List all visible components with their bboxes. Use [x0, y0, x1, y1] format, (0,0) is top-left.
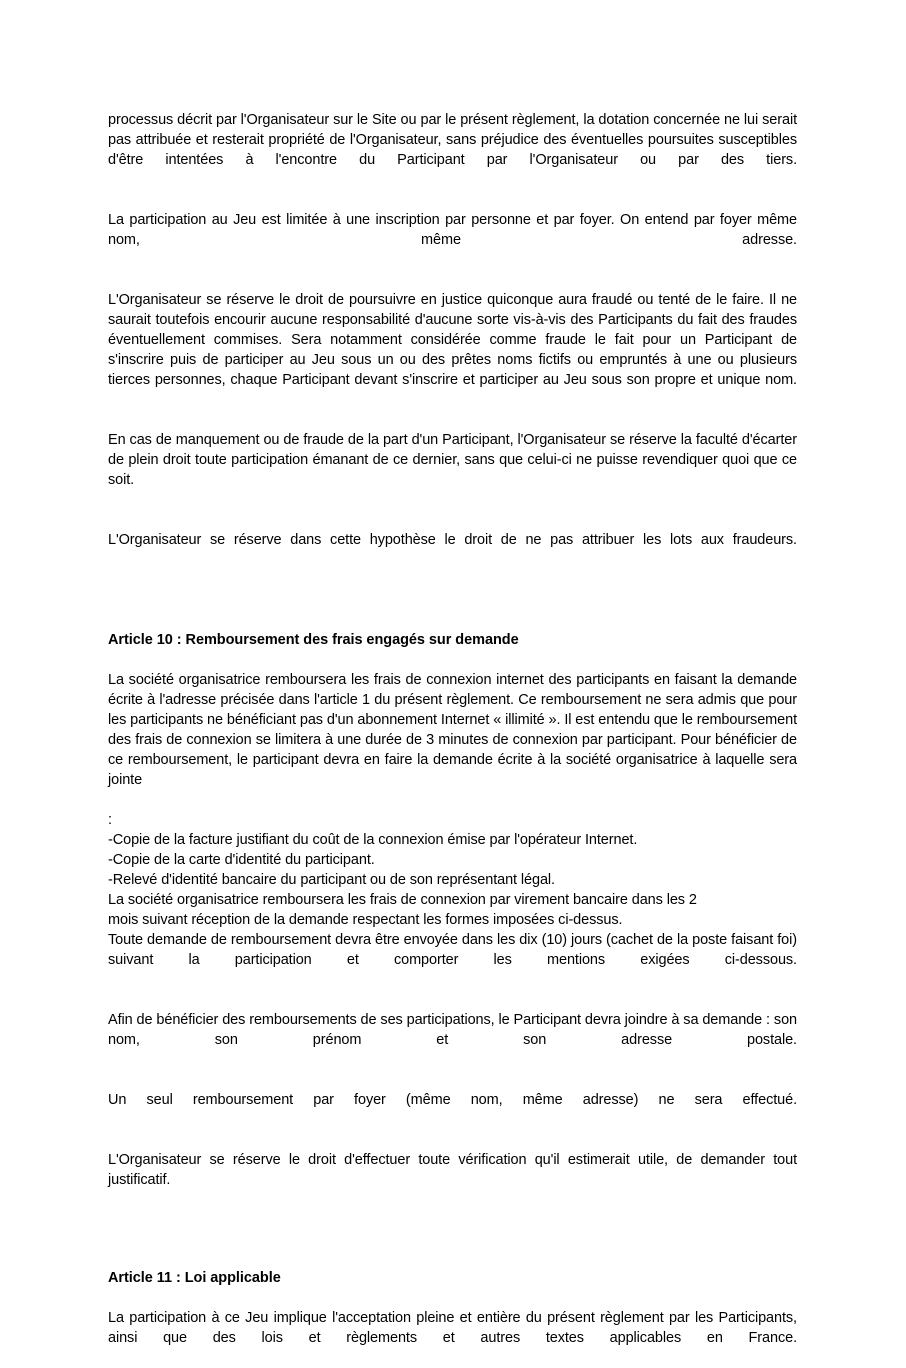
list-item: -Copie de la carte d'identité du participant. [108, 852, 375, 868]
payment-terms-line-2: mois suivant réception de la demande respectant les formes imposées ci-dessus. [108, 912, 623, 928]
paragraph-verification-rights: L'Organisateur se réserve le droit d'effectuer toute vérification qu'il estimerait utile, de demander tout justificatif. [108, 1152, 797, 1188]
heading-article-10: Article 10 : Remboursement des frais engagés sur demande [108, 632, 519, 648]
paragraph-legal-pursuit-of-fraud: L'Organisateur se réserve le droit de poursuivre en justice quiconque aura fraudé ou tenté de le faire. Il ne saurait toutefois encourir aucune responsabilité d'aucune sorte vis-à-vis des Participants du fait des fraudes éventuellement commises. Sera notamment considérée comme fraude le fait pour un Participant de s'inscrire puis de participer au Jeu sous un ou des prêtes noms fictifs ou empruntés à une ou plusieurs tierces personnes, chaque Participant devant s'inscrire et participer au Jeu sous son propre et unique nom. [108, 292, 797, 388]
paragraph-applicable-law: La participation à ce Jeu implique l'acceptation pleine et entière du présent règlement par les Participants, ainsi que des lois et règlements et autres textes applicables en France. [108, 1310, 797, 1346]
paragraph-continuation-fraud-process: processus décrit par l'Organisateur sur le Site ou par le présent règlement, la dotation concernée ne lui serait pas attribuée et resterait propriété de l'Organisateur, sans préjudice des éventuelles poursuites susceptibles d'être intentées à l'encontre du Participant par l'Organisateur ou par des tiers. [108, 112, 797, 168]
heading-article-11: Article 11 : Loi applicable [108, 1270, 281, 1286]
list-item: -Relevé d'identité bancaire du participant ou de son représentant légal. [108, 872, 555, 888]
payment-terms-line-1: La société organisatrice remboursera les frais de connexion par virement bancaire dans les 2 [108, 892, 697, 908]
paragraph-one-reimbursement-per-household: Un seul remboursement par foyer (même nom, même adresse) ne sera effectué. [108, 1092, 797, 1108]
paragraph-exclusion-for-fraud: En cas de manquement ou de fraude de la part d'un Participant, l'Organisateur se réserve la faculté d'écarter de plein droit toute participation émanant de ce dernier, sans que celui-ci ne puisse revendiquer quoi que ce soit. [108, 432, 797, 488]
paragraph-one-entry-per-household: La participation au Jeu est limitée à une inscription par personne et par foyer. On entend par foyer même nom, même adresse. [108, 212, 797, 248]
colon-line: : [108, 812, 112, 828]
list-item: -Copie de la facture justifiant du coût de la connexion émise par l'opérateur Internet. [108, 832, 638, 848]
reimbursement-requirements-block [108, 810, 797, 930]
paragraph-required-claim-details: Afin de bénéficier des remboursements de ses participations, le Participant devra joindre à sa demande : son nom, son prénom et son adresse postale. [108, 1012, 797, 1048]
paragraph-reimbursement-conditions: La société organisatrice remboursera les frais de connexion internet des participants en faisant la demande écrite à l'adresse précisée dans l'article 1 du présent règlement. Ce remboursement ne sera admis que pour les participants ne bénéficiant pas d'un abonnement Internet « illimité ». Il est entendu que le remboursement des frais de connexion se limitera à une durée de 3 minutes de connexion par participant. Pour bénéficier de ce remboursement, le participant devra en faire la demande écrite à la société organisatrice à laquelle sera jointe [108, 672, 798, 788]
paragraph-no-prizes-for-fraudsters: L'Organisateur se réserve dans cette hypothèse le droit de ne pas attribuer les lots aux fraudeurs. [108, 532, 797, 548]
paragraph-claim-deadline: Toute demande de remboursement devra être envoyée dans les dix (10) jours (cachet de la poste faisant foi) suivant la participation et comporter les mentions exigées ci-dessous. [108, 932, 797, 968]
page-content [108, 110, 797, 1368]
